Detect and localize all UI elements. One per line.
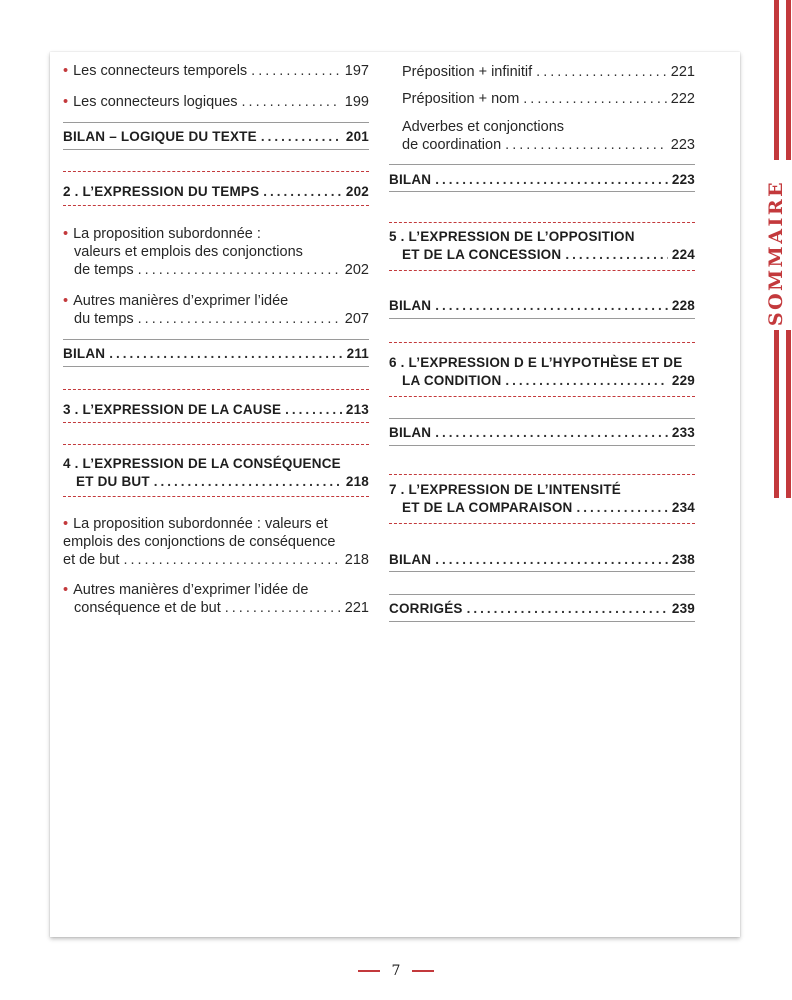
divider <box>389 164 695 165</box>
section-divider <box>389 474 695 475</box>
toc-entry[interactable]: Préposition + infinitif ..... 221 <box>389 63 695 81</box>
page-ref: 223 <box>670 137 695 153</box>
page-number: 7 <box>391 963 401 979</box>
page-ref: 221 <box>344 600 369 616</box>
side-label-text: SOMMAIRE <box>765 179 787 326</box>
section-divider <box>389 270 695 271</box>
page-ref: 202 <box>344 262 369 278</box>
section-divider <box>389 222 695 223</box>
footer-rule <box>412 970 434 972</box>
toc-entry[interactable]: • Les connecteurs temporels ..... 197 <box>63 62 369 80</box>
toc-chapter-heading[interactable]: 7 . L’EXPRESSION DE L’INTENSITÉ ET DE LA COMPARAISON ..... 234 <box>389 481 695 517</box>
divider <box>389 594 695 595</box>
toc-entry[interactable]: • La proposition subordonnée : valeurs et emplois des conjonctions de conséquence et de but ..... 218 <box>63 515 369 569</box>
section-side-label <box>760 180 792 325</box>
toc-bilan-entry[interactable]: BILAN ..... 238 <box>389 551 695 569</box>
toc-bilan-entry[interactable]: BILAN ..... 228 <box>389 297 695 315</box>
toc-entry[interactable]: • Les connecteurs logiques ..... 199 <box>63 93 369 111</box>
bullet-icon: • <box>63 582 69 598</box>
divider <box>389 621 695 622</box>
bullet-icon: • <box>63 226 69 242</box>
section-divider <box>63 205 369 206</box>
divider <box>63 339 369 340</box>
toc-bilan-entry[interactable]: BILAN ..... 211 <box>63 345 369 363</box>
page-ref: 239 <box>671 601 695 616</box>
bullet-icon: • <box>63 293 69 309</box>
page-ref: 202 <box>345 184 369 199</box>
footer-rule <box>358 970 380 972</box>
toc-bilan-entry[interactable]: BILAN – LOGIQUE DU TEXTE ..... 201 <box>63 128 369 146</box>
divider <box>63 122 369 123</box>
side-accent-bar <box>786 0 791 160</box>
toc-bilan-entry[interactable]: BILAN ..... 233 <box>389 424 695 442</box>
section-divider <box>63 171 369 172</box>
section-divider <box>389 523 695 524</box>
side-accent-bar <box>774 0 779 160</box>
page-ref: 201 <box>345 129 369 144</box>
section-divider <box>63 496 369 497</box>
toc-entry[interactable]: Adverbes et conjonctions de coordination ..... 223 <box>389 118 695 154</box>
section-divider <box>389 396 695 397</box>
section-divider <box>63 389 369 390</box>
page-ref: 234 <box>671 500 695 515</box>
toc-chapter-heading[interactable]: 6 . L’EXPRESSION D E L’HYPOTHÈSE ET DE LA CONDITION ..... 229 <box>389 354 695 390</box>
page-ref: 238 <box>671 552 695 567</box>
page-ref: 213 <box>345 402 369 417</box>
bullet-icon: • <box>63 516 69 532</box>
section-divider <box>63 422 369 423</box>
page-ref: 218 <box>344 552 369 568</box>
divider <box>389 571 695 572</box>
divider <box>389 418 695 419</box>
toc-chapter-heading[interactable]: 3 . L’EXPRESSION DE LA CAUSE ..... 213 <box>63 401 369 419</box>
divider <box>389 318 695 319</box>
toc-bilan-entry[interactable]: BILAN ..... 223 <box>389 171 695 189</box>
toc-chapter-heading[interactable]: 4 . L’EXPRESSION DE LA CONSÉQUENCE ET DU BUT ..... 218 <box>63 455 369 491</box>
toc-chapter-heading[interactable]: 2 . L’EXPRESSION DU TEMPS ..... 202 <box>63 183 369 201</box>
divider <box>63 149 369 150</box>
bullet-icon: • <box>63 94 69 110</box>
divider <box>389 191 695 192</box>
divider <box>389 445 695 446</box>
page-ref: 221 <box>670 64 695 80</box>
page-ref: 228 <box>671 298 695 313</box>
toc-entry[interactable]: Préposition + nom ..... 222 <box>389 90 695 108</box>
page-footer <box>0 962 792 980</box>
page-ref: 229 <box>671 373 695 388</box>
section-divider <box>63 444 369 445</box>
page-ref: 207 <box>344 311 369 327</box>
page-ref: 233 <box>671 425 695 440</box>
toc-corriges-entry[interactable]: CORRIGÉS ..... 239 <box>389 600 695 618</box>
page-ref: 222 <box>670 91 695 107</box>
toc-chapter-heading[interactable]: 5 . L’EXPRESSION DE L’OPPOSITION ET DE LA CONCESSION ..... 224 <box>389 228 695 264</box>
page-ref: 224 <box>671 247 695 262</box>
divider <box>63 366 369 367</box>
section-divider <box>389 342 695 343</box>
toc-entry[interactable]: • Autres manières d’exprimer l’idée du temps ..... 207 <box>63 292 369 328</box>
side-accent-bar <box>774 330 779 498</box>
bullet-icon: • <box>63 63 69 79</box>
page-ref: 223 <box>671 172 695 187</box>
page-ref: 218 <box>345 474 369 489</box>
page-ref: 211 <box>346 346 369 361</box>
toc-entry[interactable]: • La proposition subordonnée : valeurs et emplois des conjonctions de temps ..... 202 <box>63 225 369 279</box>
side-accent-bar <box>786 330 791 498</box>
toc-entry[interactable]: • Autres manières d’exprimer l’idée de conséquence et de but ..... 221 <box>63 581 369 617</box>
page-ref: 197 <box>344 63 369 79</box>
page-ref: 199 <box>344 94 369 110</box>
